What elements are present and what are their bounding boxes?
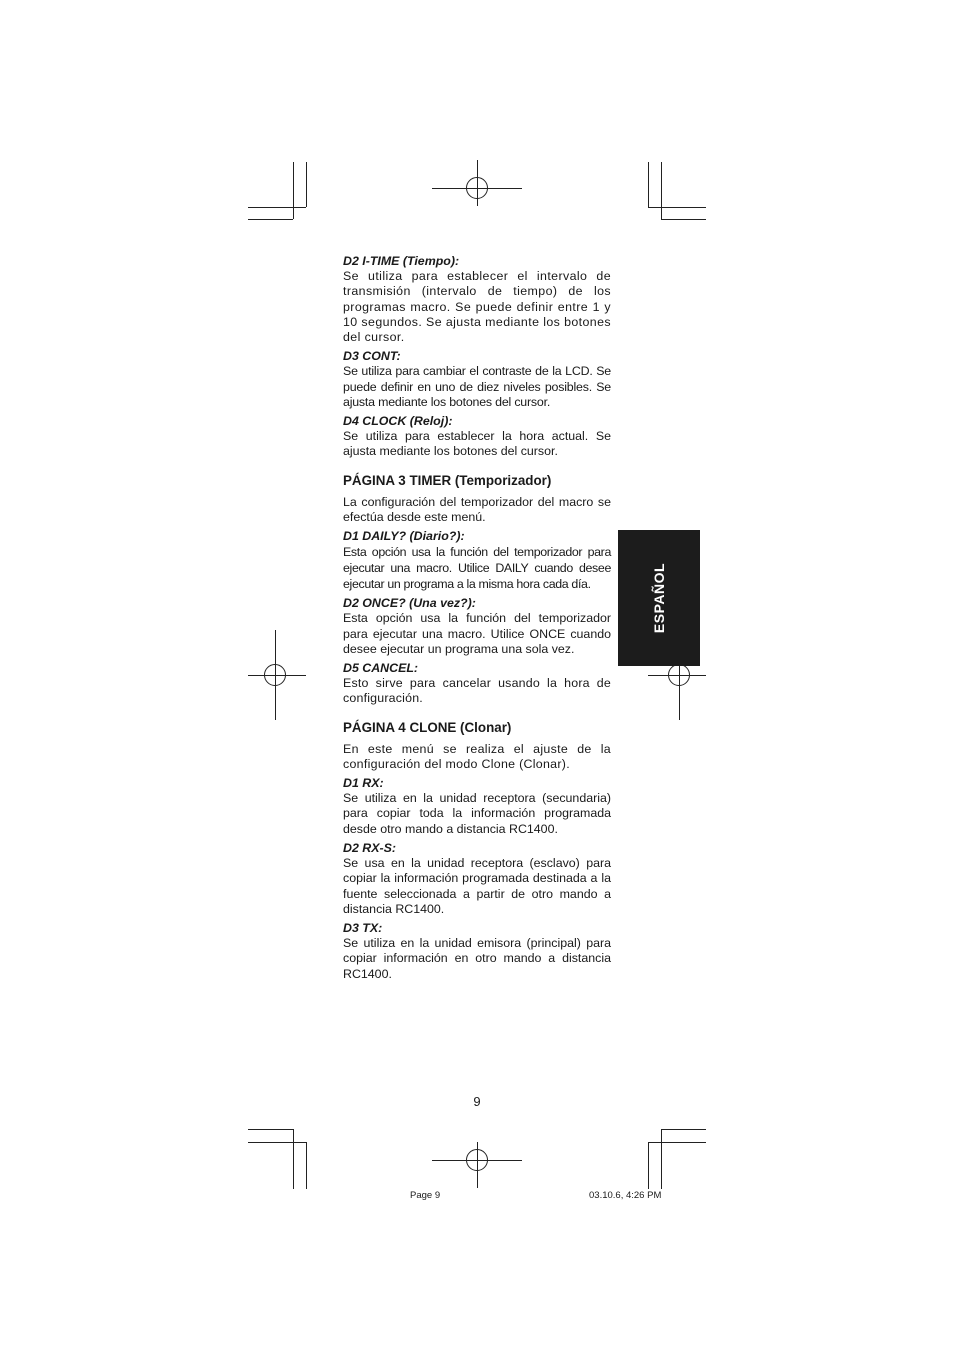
crop-mark [248,1129,293,1130]
crop-mark [306,162,307,207]
item-title-d1-rx: D1 RX: [343,776,384,791]
item-title-d2-itime: D2 I-TIME (Tiempo): [343,254,460,268]
section-intro-page3: La configuración del temporizador del macro se efectúa desde este menú. [343,494,611,524]
page-number: 9 [473,1094,481,1109]
crop-mark [648,1142,706,1143]
item-text-d2-itime: Se utiliza para establecer el intervalo de transmisión (intervalo de tiempo) de los programas macro. Se puede definir entre 1 y 10 segundos. Se ajusta mediante los botones del cursor. [343,269,611,345]
item-text-d3-cont: Se utiliza para cambiar el contraste de la LCD. Se puede definir en uno de diez niveles posibles. Se ajusta mediante los botones del cursor. [343,364,611,409]
item-text-d5-cancel: Esto sirve para cancelar usando la hora de configuración. [343,676,611,706]
item-title-d2-rxs: D2 RX-S: [343,840,397,855]
item-text-d4-clock: Se utiliza para establecer la hora actual. Se ajusta mediante los botones del cursor. [343,429,611,459]
item-title-d4-clock: D4 CLOCK (Reloj): [343,414,453,429]
language-tab-label: ESPAÑOL [651,562,667,634]
item-title-d3-cont: D3 CONT: [343,349,401,364]
crop-mark [306,1142,307,1189]
footer-timestamp: 03.10.6, 4:26 PM [589,1190,662,1201]
crop-mark [661,219,706,220]
item-text-d1-daily: Esta opción usa la función del temporizador para ejecutar una macro. Utilice DAILY cuando desee ejecutar un programa a la misma hora cada día. [343,545,611,592]
section-heading-page3: PÁGINA 3 TIMER (Temporizador) [343,472,552,488]
section-heading-page4: PÁGINA 4 CLONE (Clonar) [343,719,512,735]
crop-mark [661,1129,706,1130]
crop-mark [648,162,649,207]
registration-mark [668,664,690,686]
item-title-d2-once: D2 ONCE? (Una vez?): [343,596,476,611]
crop-mark [648,207,706,208]
manual-content [343,254,611,982]
item-text-d2-once: Esta opción usa la función del temporizador para ejecutar una macro. Utilice ONCE cuando desee ejecutar un programa una sola vez. [343,611,611,656]
crop-mark [648,1142,649,1189]
footer-page-label: Page 9 [410,1190,441,1201]
item-title-d5-cancel: D5 CANCEL: [343,661,419,676]
crop-mark [248,207,306,208]
section-intro-page4: En este menú se realiza el ajuste de la configuración del modo Clone (Clonar). [343,741,611,771]
registration-mark [264,664,286,686]
item-text-d2-rxs: Se usa en la unidad receptora (esclavo) para copiar la información programada destinada a la fuente seleccionada a partir de otro mando a distancia RC1400. [343,856,611,916]
item-text-d3-tx: Se utiliza en la unidad emisora (principal) para copiar información en otro mando a distancia RC1400. [343,936,611,981]
crop-mark [293,162,294,219]
registration-mark [466,177,488,199]
item-title-d1-daily: D1 DAILY? (Diario?): [343,529,465,544]
crop-mark [248,1142,306,1143]
crop-mark [661,162,662,219]
item-text-d1-rx: Se utiliza en la unidad receptora (secundaria) para copiar toda la información programada desde otro mando a distancia RC1400. [343,791,611,836]
registration-mark [466,1149,488,1171]
crop-mark [248,219,293,220]
crop-mark [661,1129,662,1189]
language-tab [618,530,700,666]
crop-mark [293,1129,294,1189]
item-title-d3-tx: D3 TX: [343,920,383,935]
